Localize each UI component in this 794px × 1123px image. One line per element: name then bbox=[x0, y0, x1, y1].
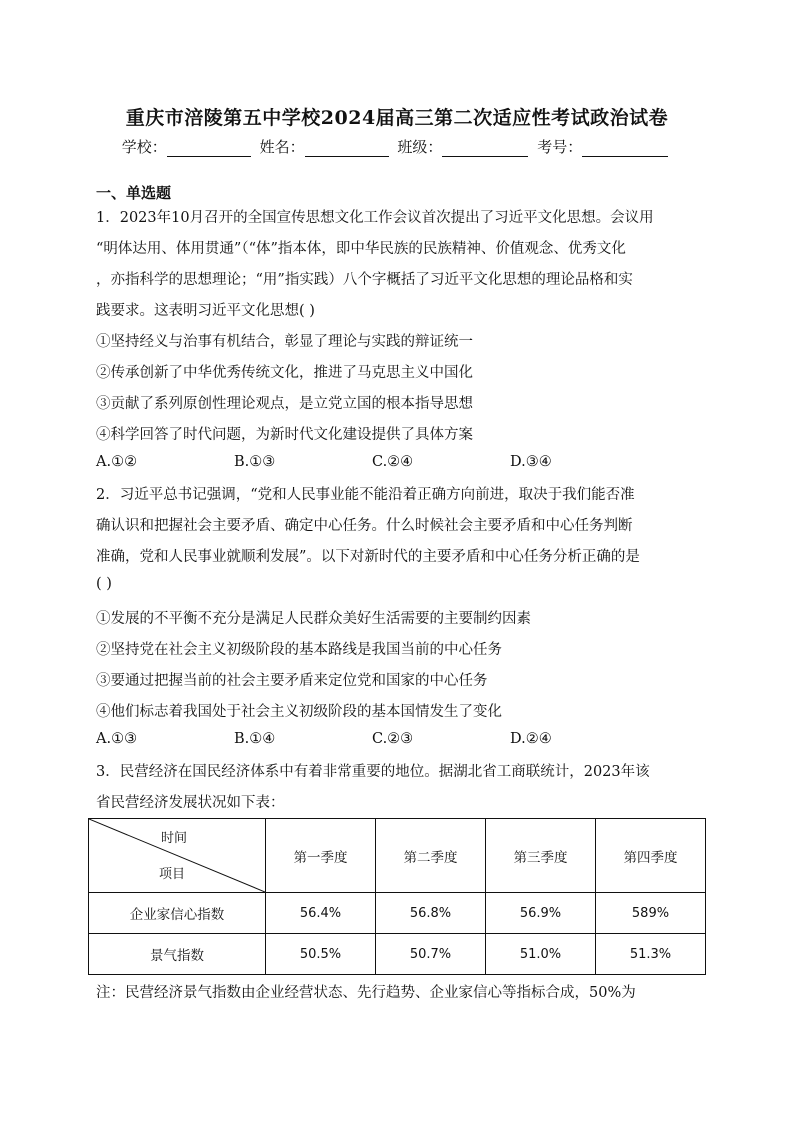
corner-bottom-label: 项目 bbox=[159, 867, 186, 882]
table-cell: 50.7% bbox=[376, 934, 486, 975]
q2-item: ④他们标志着我国处于社会主义初级阶段的基本国情发生了变化 bbox=[96, 704, 502, 720]
q1-item: ②传承创新了中华优秀传统文化，推进了马克思主义中国化 bbox=[96, 365, 473, 381]
page-title: 重庆市涪陵第五中学校2024届高三第二次适应性考试政治试卷 bbox=[125, 107, 669, 129]
table-cell: 51.0% bbox=[486, 934, 596, 975]
q1-line: 1．2023年10月召开的全国宣传思想文化工作会议首次提出了习近平文化思想。会议用 bbox=[96, 210, 654, 226]
q1-line: ，亦指科学的思想理论；“用”指实践）八个字概括了习近平文化思想的理论品格和实 bbox=[96, 272, 633, 288]
table-column-header: 第一季度 bbox=[266, 819, 376, 893]
q3-line: 3．民营经济在国民经济体系中有着非常重要的地位。据湖北省工商联统计，2023年该 bbox=[96, 764, 650, 780]
q1-line: “明体达用、体用贯通”（“体”指本体，即中华民族的民族精神、价值观念、优秀文化 bbox=[96, 241, 626, 257]
table-row bbox=[89, 893, 706, 934]
exam-no-field[interactable] bbox=[582, 140, 668, 157]
q1-item: ①坚持经义与治事有机结合，彰显了理论与实践的辩证统一 bbox=[96, 334, 473, 350]
q1-option-c[interactable]: C.②④ bbox=[372, 454, 414, 470]
q1-item: ③贡献了系列原创性理论观点，是立党立国的根本指导思想 bbox=[96, 396, 473, 412]
q2-line: ( ) bbox=[96, 576, 112, 592]
q2-line: 准确，党和人民事业就顺利发展”。以下对新时代的主要矛盾和中心任务分析正确的是 bbox=[96, 549, 640, 565]
corner-top-label: 时间 bbox=[161, 831, 188, 846]
q2-option-a[interactable]: A.①③ bbox=[96, 731, 138, 747]
q2-line: 确认识和把握社会主要矛盾、确定中心任务。什么时候社会主要矛盾和中心任务判断 bbox=[96, 518, 633, 534]
table-column-header: 第二季度 bbox=[376, 819, 486, 893]
name-label: 姓名： bbox=[259, 138, 305, 156]
name-field[interactable] bbox=[305, 140, 389, 157]
table-cell: 589% bbox=[596, 893, 706, 934]
table-row-label: 景气指数 bbox=[89, 934, 266, 975]
q3-line: 省民营经济发展状况如下表： bbox=[96, 795, 285, 811]
q2-item: ②坚持党在社会主义初级阶段的基本路线是我国当前的中心任务 bbox=[96, 642, 502, 658]
table-cell: 56.9% bbox=[486, 893, 596, 934]
q1-option-a[interactable]: A.①② bbox=[96, 454, 138, 470]
q2-option-b[interactable]: B.①④ bbox=[234, 731, 276, 747]
q1-option-b[interactable]: B.①③ bbox=[234, 454, 276, 470]
table-row-label: 企业家信心指数 bbox=[89, 893, 266, 934]
table-column-header: 第三季度 bbox=[486, 819, 596, 893]
table-corner-cell bbox=[89, 819, 266, 893]
economy-table bbox=[88, 818, 706, 975]
table-cell: 50.5% bbox=[266, 934, 376, 975]
student-info-row bbox=[0, 136, 794, 157]
section-title: 一、单选题 bbox=[96, 184, 172, 202]
q2-line: 2．习近平总书记强调，“党和人民事业能不能沿着正确方向前进，取决于我们能否准 bbox=[96, 487, 635, 503]
class-field[interactable] bbox=[442, 140, 528, 157]
table-cell: 56.4% bbox=[266, 893, 376, 934]
q1-item: ④科学回答了时代问题，为新时代文化建设提供了具体方案 bbox=[96, 427, 473, 443]
school-field[interactable] bbox=[167, 140, 251, 157]
q2-option-c[interactable]: C.②③ bbox=[372, 731, 414, 747]
table-row bbox=[89, 934, 706, 975]
q1-line: 践要求。这表明习近平文化思想( ) bbox=[96, 303, 315, 319]
q2-item: ③要通过把握当前的社会主要矛盾来定位党和国家的中心任务 bbox=[96, 673, 488, 689]
q2-option-d[interactable]: D.②④ bbox=[510, 731, 552, 747]
class-label: 班级： bbox=[397, 138, 443, 156]
q1-option-d[interactable]: D.③④ bbox=[510, 454, 552, 470]
table-cell: 56.8% bbox=[376, 893, 486, 934]
q2-item: ①发展的不平衡不充分是满足人民群众美好生活需要的主要制约因素 bbox=[96, 611, 531, 627]
table-column-header: 第四季度 bbox=[596, 819, 706, 893]
school-label: 学校： bbox=[121, 138, 167, 156]
exam-no-label: 考号： bbox=[537, 138, 583, 156]
q3-note: 注：民营经济景气指数由企业经营状态、先行趋势、企业家信心等指标合成，50%为 bbox=[96, 985, 636, 1001]
table-header-row bbox=[89, 819, 706, 893]
table-cell: 51.3% bbox=[596, 934, 706, 975]
